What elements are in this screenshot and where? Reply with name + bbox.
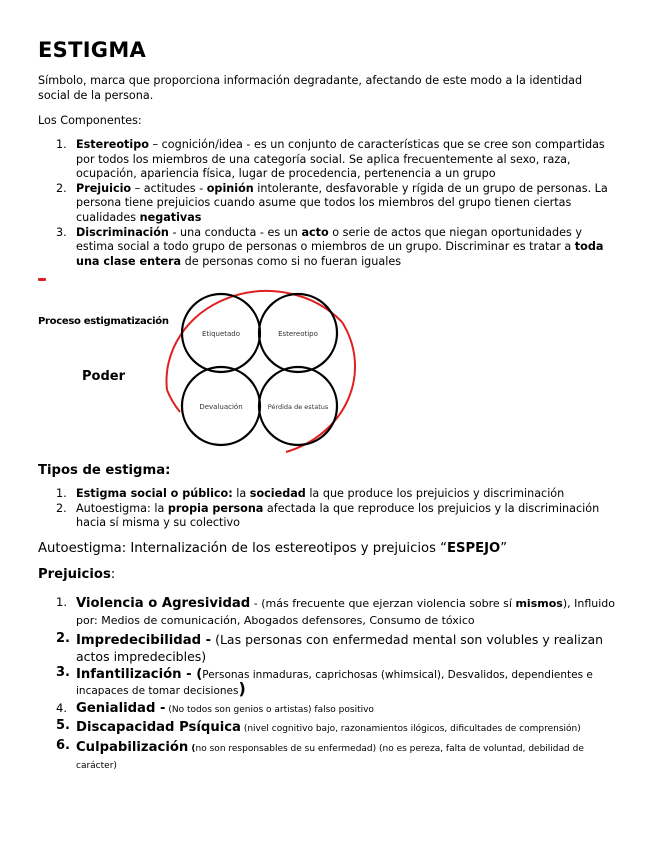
list-number: 2. xyxy=(56,501,67,515)
list-item xyxy=(56,502,616,531)
tipo-text: Autoestigma: la xyxy=(76,501,168,515)
components-heading: Los Componentes: xyxy=(38,114,142,127)
tipo-emphasis: propia persona xyxy=(167,501,264,515)
prejuicios-heading xyxy=(38,567,115,582)
prejuicio-text: (nivel cognitivo bajo, razonamientos ilógicos, dificultades de comprensión) xyxy=(240,724,581,734)
list-number: 6. xyxy=(56,738,70,753)
tipo-emphasis: sociedad xyxy=(249,487,306,500)
list-number: 3. xyxy=(56,225,67,239)
stigmatization-diagram xyxy=(30,282,360,457)
diagram-label-poder: Poder xyxy=(82,369,125,384)
prejuicio-emphasis: mismos xyxy=(515,597,563,610)
component-text: - una conducta - es un xyxy=(168,225,302,239)
list-item xyxy=(56,594,616,628)
list-number: 4. xyxy=(56,701,67,715)
tipo-text: la que produce los prejuicios y discriminación xyxy=(305,487,565,500)
list-item xyxy=(56,631,616,664)
prejuicio-term: Violencia o Agresividad xyxy=(76,596,251,611)
tipos-list xyxy=(56,487,616,531)
circle-label: Devaluación xyxy=(199,403,243,411)
prejuicio-term: Genialidad - xyxy=(76,701,166,716)
prejuicio-text: - (más frecuente que ejerzan violencia sobre sí xyxy=(250,597,516,610)
prejuicio-emphasis: ( xyxy=(188,744,196,754)
component-emphasis: toda una clase entera xyxy=(76,240,604,268)
component-emphasis: negativas xyxy=(139,210,202,224)
tipos-heading: Tipos de estigma: xyxy=(38,463,171,478)
diagram-svg xyxy=(30,282,360,457)
component-emphasis: acto xyxy=(301,225,329,239)
list-item xyxy=(56,700,616,717)
component-term: Prejuicio xyxy=(76,181,132,195)
list-item xyxy=(56,666,616,698)
tipo-term: Estigma social o público: xyxy=(76,487,233,500)
list-item xyxy=(56,182,616,226)
prejuicio-term: Impredecibilidad - xyxy=(76,633,212,648)
list-number: 1. xyxy=(56,138,67,151)
list-number: 1. xyxy=(56,487,67,500)
prejuicio-term: Culpabilización xyxy=(76,740,189,755)
tipo-text: la xyxy=(232,487,250,500)
prejuicios-heading-colon: : xyxy=(110,567,116,582)
list-number: 2. xyxy=(56,631,70,646)
list-item xyxy=(56,487,616,502)
component-text: o serie de actos que niegan oportunidades y estima social a todo grupo de personas o miembros de un grupo. Discriminar es tratar a xyxy=(76,225,582,254)
circle-label: Etiquetado xyxy=(201,330,241,338)
list-number: 1. xyxy=(56,595,67,609)
component-text: de personas como si no fueran iguales xyxy=(181,254,402,268)
prejuicio-text: (No todos son genios o artistas) falso positivo xyxy=(165,705,374,715)
page-title: ESTIGMA xyxy=(38,38,147,62)
component-text: intolerante, desfavorable y rígida de un grupo de personas. La persona tiene prejuicios cuando asume que todos los miembros del grupo tienen ciertas cualidades xyxy=(76,181,608,224)
component-text: – actitudes - xyxy=(131,181,207,195)
components-list xyxy=(56,138,616,269)
circle-label: Estereotipo xyxy=(278,330,318,338)
list-item xyxy=(56,138,616,182)
list-number: 3. xyxy=(56,665,70,680)
prejuicios-heading-text: Prejuicios xyxy=(38,567,111,582)
prejuicio-emphasis: ) xyxy=(238,679,246,698)
list-item xyxy=(56,226,616,270)
list-number: 2. xyxy=(56,181,67,195)
prejuicio-text: no son responsables de su enfermedad) (no es pereza, falta de voluntad, debilidad de carácter) xyxy=(76,744,584,771)
red-arc-tail xyxy=(167,390,180,412)
prejuicio-text: Personas inmaduras, caprichosas (whimsical), Desvalidos, dependientes e incapaces de tomar decisiones xyxy=(76,669,593,697)
component-emphasis: opinión xyxy=(206,181,254,195)
autoestigma-emphasis: ESPEJO xyxy=(446,541,501,556)
prejuicio-text: ), Influido por: Medios de comunicación, Abogados defensores, Consumo de tóxico xyxy=(76,597,615,627)
tipo-text: afectada la que reproduce los prejuicios y la discriminación hacia sí misma y su colectivo xyxy=(76,501,600,530)
prejuicio-term: Discapacidad Psíquica xyxy=(76,720,241,735)
circle-label: Pérdida de estatus xyxy=(267,403,329,411)
prejuicios-list xyxy=(56,594,616,773)
diagram-label-proceso: Proceso estigmatización xyxy=(38,316,169,327)
red-mark xyxy=(38,278,46,281)
red-arc-right xyxy=(286,322,355,452)
autoestigma-definition xyxy=(38,541,507,556)
autoestigma-text: Autoestigma: Internalización de los estereotipos y prejuicios “ xyxy=(38,541,447,556)
list-item xyxy=(56,719,616,736)
intro-paragraph: Símbolo, marca que proporciona información degradante, afectando de este modo a la identidad social de la persona. xyxy=(38,74,583,102)
list-item xyxy=(56,739,616,773)
autoestigma-text: ” xyxy=(500,541,508,556)
component-term: Estereotipo xyxy=(76,138,149,151)
component-text: – cognición/idea - es un conjunto de características que se cree son compartidas por todos los miembros de una categoría social. Se aplica frecuentemente al sexo, raza, ocupación, apariencia física, lugar de procedencia, pertenencia a un grupo xyxy=(76,138,605,181)
list-number: 5. xyxy=(56,718,70,733)
prejuicio-term: Infantilización - ( xyxy=(76,667,203,682)
component-term: Discriminación xyxy=(76,225,169,239)
prejuicio-text: (Las personas con enfermedad mental son volubles y realizan actos impredecibles) xyxy=(76,632,604,664)
